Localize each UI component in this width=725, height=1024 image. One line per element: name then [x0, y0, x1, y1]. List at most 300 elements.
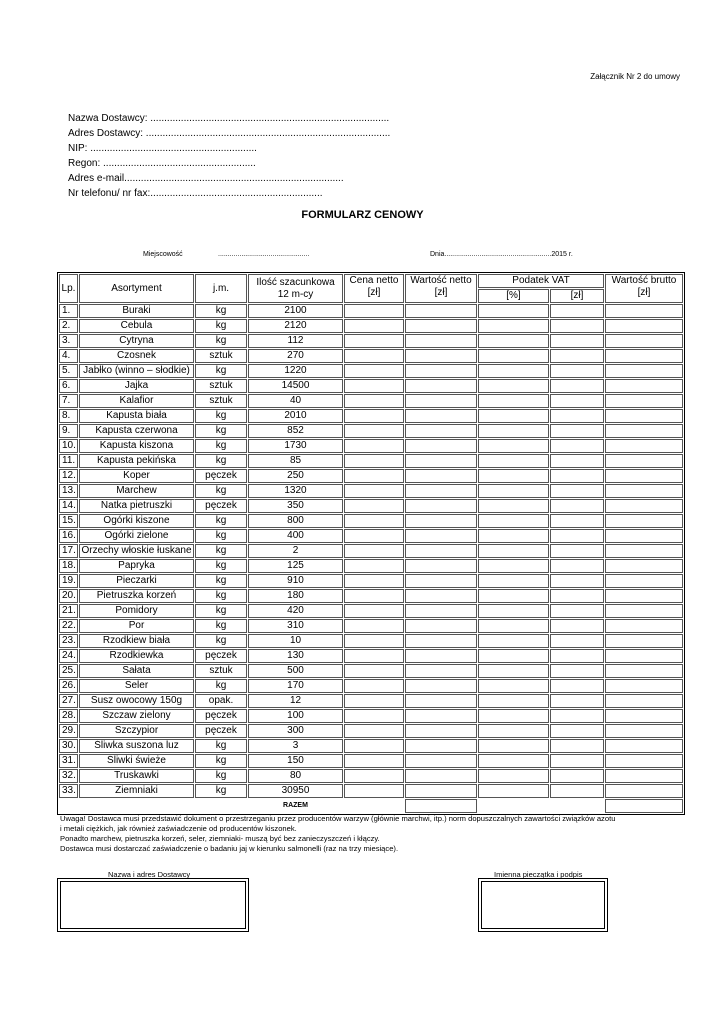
net-value-cell[interactable]: [405, 484, 477, 498]
net-price-cell[interactable]: [344, 364, 404, 378]
gross-value-cell[interactable]: [605, 754, 683, 768]
net-value-cell[interactable]: [405, 619, 477, 633]
gross-value-cell[interactable]: [605, 304, 683, 318]
table-row: [59, 574, 683, 588]
vat-percent-cell[interactable]: [478, 409, 549, 423]
gross-value-cell[interactable]: [605, 664, 683, 678]
vat-percent-cell[interactable]: [478, 544, 549, 558]
gross-value-cell[interactable]: [605, 619, 683, 633]
net-price-cell[interactable]: [344, 469, 404, 483]
row-number: 17.: [59, 544, 78, 558]
gross-value-cell[interactable]: [605, 724, 683, 738]
net-price-cell[interactable]: [344, 484, 404, 498]
vat-percent-cell[interactable]: [478, 574, 549, 588]
quantity: 30950: [248, 784, 343, 798]
unit: kg: [195, 784, 247, 798]
table-row: [59, 349, 683, 363]
table-row: [59, 604, 683, 618]
net-value-cell[interactable]: [405, 334, 477, 348]
item-name: Sałata: [79, 664, 194, 678]
date-field[interactable]: Dnia.......................................................2015 r.: [430, 251, 573, 258]
net-value-cell[interactable]: [405, 709, 477, 723]
vat-percent-cell[interactable]: [478, 319, 549, 333]
vat-percent-cell[interactable]: [478, 529, 549, 543]
net-price-cell[interactable]: [344, 574, 404, 588]
stamp-signature-box[interactable]: [478, 878, 608, 932]
row-number: 20.: [59, 589, 78, 603]
unit: kg: [195, 559, 247, 573]
vat-percent-cell[interactable]: [478, 769, 549, 783]
vat-amount-cell[interactable]: [550, 424, 604, 438]
vat-amount-cell[interactable]: [550, 304, 604, 318]
net-price-cell[interactable]: [344, 754, 404, 768]
net-price-cell[interactable]: [344, 319, 404, 333]
table-row: [59, 559, 683, 573]
net-value-cell[interactable]: [405, 724, 477, 738]
net-value-cell[interactable]: [405, 679, 477, 693]
vat-amount-cell[interactable]: [550, 754, 604, 768]
vat-amount-cell[interactable]: [550, 649, 604, 663]
vat-percent-cell[interactable]: [478, 469, 549, 483]
quantity: 1320: [248, 484, 343, 498]
supplier-fields: [68, 111, 390, 201]
net-price-cell[interactable]: [344, 379, 404, 393]
net-value-cell[interactable]: [405, 664, 477, 678]
quantity: 3: [248, 739, 343, 753]
vat-percent-cell[interactable]: [478, 694, 549, 708]
row-number: 10.: [59, 439, 78, 453]
quantity: 1730: [248, 439, 343, 453]
gross-value-cell[interactable]: [605, 364, 683, 378]
gross-value-cell[interactable]: [605, 514, 683, 528]
vat-amount-cell[interactable]: [550, 604, 604, 618]
table-row: [59, 394, 683, 408]
vat-amount-cell[interactable]: [550, 559, 604, 573]
table-row: [59, 724, 683, 738]
table-row: [59, 499, 683, 513]
table-row: [59, 439, 683, 453]
gross-value-cell[interactable]: [605, 694, 683, 708]
net-value-cell[interactable]: [405, 739, 477, 753]
unit: sztuk: [195, 394, 247, 408]
vat-amount-cell[interactable]: [550, 529, 604, 543]
vat-percent-cell[interactable]: [478, 739, 549, 753]
vat-percent-cell[interactable]: [478, 649, 549, 663]
supplier-email-field[interactable]: Adres e-mail...............................................................................: [68, 173, 344, 184]
item-name: Pieczarki: [79, 574, 194, 588]
net-value-cell[interactable]: [405, 349, 477, 363]
net-price-cell[interactable]: [344, 664, 404, 678]
vat-amount-cell[interactable]: [550, 484, 604, 498]
vat-amount-cell[interactable]: [550, 394, 604, 408]
supplier-signature-label: Nazwa i adres Dostawcy: [108, 870, 191, 879]
net-price-cell[interactable]: [344, 679, 404, 693]
table-row: [59, 634, 683, 648]
vat-percent-cell[interactable]: [478, 439, 549, 453]
net-value-cell[interactable]: [405, 634, 477, 648]
table-row: [59, 484, 683, 498]
gross-value-cell[interactable]: [605, 529, 683, 543]
vat-percent-cell[interactable]: [478, 589, 549, 603]
net-price-cell[interactable]: [344, 439, 404, 453]
net-price-cell[interactable]: [344, 544, 404, 558]
net-value-cell[interactable]: [405, 754, 477, 768]
net-value-cell[interactable]: [405, 604, 477, 618]
unit: sztuk: [195, 349, 247, 363]
gross-value-cell[interactable]: [605, 604, 683, 618]
unit: kg: [195, 319, 247, 333]
quantity: 300: [248, 724, 343, 738]
net-value-cell[interactable]: [405, 304, 477, 318]
gross-value-cell[interactable]: [605, 769, 683, 783]
unit: pęczek: [195, 499, 247, 513]
gross-value-cell[interactable]: [605, 394, 683, 408]
gross-value-cell[interactable]: [605, 349, 683, 363]
vat-percent-cell[interactable]: [478, 454, 549, 468]
vat-amount-cell[interactable]: [550, 694, 604, 708]
quantity: 14500: [248, 379, 343, 393]
unit: sztuk: [195, 664, 247, 678]
vat-amount-cell[interactable]: [550, 589, 604, 603]
unit: kg: [195, 514, 247, 528]
unit: kg: [195, 424, 247, 438]
table-row: [59, 379, 683, 393]
quantity: 40: [248, 394, 343, 408]
net-value-cell[interactable]: [405, 694, 477, 708]
net-value-cell[interactable]: [405, 559, 477, 573]
net-value-cell[interactable]: [405, 364, 477, 378]
unit: kg: [195, 544, 247, 558]
item-name: Susz owocowy 150g: [79, 694, 194, 708]
vat-percent-cell[interactable]: [478, 784, 549, 798]
supplier-address-field[interactable]: Adres Dostawcy: ........................................................................................: [68, 128, 391, 139]
notes: [60, 814, 690, 854]
gross-value-cell[interactable]: [605, 409, 683, 423]
net-price-cell[interactable]: [344, 424, 404, 438]
item-name: Orzechy włoskie łuskane: [79, 544, 194, 558]
net-value-cell[interactable]: [405, 514, 477, 528]
vat-amount-cell[interactable]: [550, 574, 604, 588]
vat-percent-cell[interactable]: [478, 499, 549, 513]
quantity: 800: [248, 514, 343, 528]
table-row: [59, 709, 683, 723]
vat-percent-cell[interactable]: [478, 634, 549, 648]
net-price-cell[interactable]: [344, 739, 404, 753]
supplier-nip-field[interactable]: NIP: ............................................................: [68, 143, 257, 154]
vat-percent-cell[interactable]: [478, 364, 549, 378]
total-net-value-cell[interactable]: [405, 799, 477, 813]
net-price-cell[interactable]: [344, 514, 404, 528]
unit: pęczek: [195, 649, 247, 663]
unit: kg: [195, 304, 247, 318]
net-price-cell[interactable]: [344, 769, 404, 783]
net-price-cell[interactable]: [344, 409, 404, 423]
unit: kg: [195, 484, 247, 498]
vat-percent-cell[interactable]: [478, 604, 549, 618]
quantity: 12: [248, 694, 343, 708]
row-number: 18.: [59, 559, 78, 573]
net-value-cell[interactable]: [405, 319, 477, 333]
vat-amount-cell[interactable]: [550, 454, 604, 468]
vat-percent-cell[interactable]: [478, 754, 549, 768]
gross-value-cell[interactable]: [605, 484, 683, 498]
net-value-cell[interactable]: [405, 439, 477, 453]
vat-percent-cell[interactable]: [478, 619, 549, 633]
row-number: 8.: [59, 409, 78, 423]
unit: kg: [195, 439, 247, 453]
vat-amount-cell[interactable]: [550, 664, 604, 678]
table-row: [59, 424, 683, 438]
quantity: 125: [248, 559, 343, 573]
gross-value-cell[interactable]: [605, 439, 683, 453]
row-number: 23.: [59, 634, 78, 648]
net-value-cell[interactable]: [405, 379, 477, 393]
vat-amount-cell[interactable]: [550, 544, 604, 558]
place-field[interactable]: ...............................................: [218, 251, 310, 258]
vat-amount-cell[interactable]: [550, 334, 604, 348]
vat-amount-cell[interactable]: [550, 724, 604, 738]
header-vat: Podatek VAT: [478, 274, 604, 288]
gross-value-cell[interactable]: [605, 544, 683, 558]
net-price-cell[interactable]: [344, 634, 404, 648]
net-value-cell[interactable]: [405, 769, 477, 783]
row-number: 12.: [59, 469, 78, 483]
vat-percent-cell[interactable]: [478, 424, 549, 438]
annex-label: Załącznik Nr 2 do umowy: [590, 72, 680, 81]
quantity: 910: [248, 574, 343, 588]
vat-amount-cell[interactable]: [550, 379, 604, 393]
vat-percent-cell[interactable]: [478, 394, 549, 408]
total-row: [59, 799, 683, 813]
place-label: Miejscowość: [143, 251, 183, 258]
row-number: 6.: [59, 379, 78, 393]
unit: kg: [195, 619, 247, 633]
gross-value-cell[interactable]: [605, 559, 683, 573]
unit: kg: [195, 589, 247, 603]
gross-value-cell[interactable]: [605, 469, 683, 483]
net-value-cell[interactable]: [405, 544, 477, 558]
quantity: 180: [248, 589, 343, 603]
item-name: Natka pietruszki: [79, 499, 194, 513]
gross-value-cell[interactable]: [605, 319, 683, 333]
table-row: [59, 754, 683, 768]
net-value-cell[interactable]: [405, 499, 477, 513]
vat-amount-cell[interactable]: [550, 784, 604, 798]
unit: kg: [195, 529, 247, 543]
item-name: Kapusta pekińska: [79, 454, 194, 468]
net-value-cell[interactable]: [405, 529, 477, 543]
net-price-cell[interactable]: [344, 784, 404, 798]
item-name: Buraki: [79, 304, 194, 318]
table-row: [59, 319, 683, 333]
vat-amount-cell[interactable]: [550, 739, 604, 753]
net-price-cell[interactable]: [344, 589, 404, 603]
vat-amount-cell[interactable]: [550, 769, 604, 783]
item-name: Ogórki zielone: [79, 529, 194, 543]
item-name: Jajka: [79, 379, 194, 393]
unit: kg: [195, 409, 247, 423]
supplier-regon-field[interactable]: Regon: .......................................................: [68, 158, 256, 169]
vat-amount-cell[interactable]: [550, 349, 604, 363]
vat-amount-cell[interactable]: [550, 619, 604, 633]
vat-amount-cell[interactable]: [550, 469, 604, 483]
item-name: Ziemniaki: [79, 784, 194, 798]
price-table: [57, 272, 685, 815]
net-price-cell[interactable]: [344, 454, 404, 468]
net-price-cell[interactable]: [344, 619, 404, 633]
row-number: 7.: [59, 394, 78, 408]
net-price-cell[interactable]: [344, 709, 404, 723]
row-number: 19.: [59, 574, 78, 588]
net-price-cell[interactable]: [344, 649, 404, 663]
quantity: 170: [248, 679, 343, 693]
table-row: [59, 334, 683, 348]
net-value-cell[interactable]: [405, 454, 477, 468]
item-name: Rzodkiewka: [79, 649, 194, 663]
net-value-cell[interactable]: [405, 784, 477, 798]
item-name: Czosnek: [79, 349, 194, 363]
gross-value-cell[interactable]: [605, 379, 683, 393]
item-name: Papryka: [79, 559, 194, 573]
table-row: [59, 529, 683, 543]
net-value-cell[interactable]: [405, 424, 477, 438]
quantity: 2010: [248, 409, 343, 423]
row-number: 32.: [59, 769, 78, 783]
gross-value-cell[interactable]: [605, 499, 683, 513]
gross-value-cell[interactable]: [605, 709, 683, 723]
quantity: 112: [248, 334, 343, 348]
gross-value-cell[interactable]: [605, 784, 683, 798]
net-price-cell[interactable]: [344, 394, 404, 408]
row-number: 4.: [59, 349, 78, 363]
net-price-cell[interactable]: [344, 349, 404, 363]
item-name: Ogórki kiszone: [79, 514, 194, 528]
vat-amount-cell[interactable]: [550, 634, 604, 648]
unit: pęczek: [195, 469, 247, 483]
net-price-cell[interactable]: [344, 499, 404, 513]
row-number: 21.: [59, 604, 78, 618]
gross-value-cell[interactable]: [605, 739, 683, 753]
header-net-value: Wartość netto [zł]: [405, 274, 477, 303]
gross-value-cell[interactable]: [605, 634, 683, 648]
table-row: [59, 769, 683, 783]
vat-amount-cell[interactable]: [550, 514, 604, 528]
table-row: [59, 694, 683, 708]
gross-value-cell[interactable]: [605, 424, 683, 438]
vat-percent-cell[interactable]: [478, 334, 549, 348]
header-net-price: Cena netto [zł]: [344, 274, 404, 303]
net-value-cell[interactable]: [405, 409, 477, 423]
note-line: i metali ciężkich, jak również zaświadczenie od producentów kiszonek.: [60, 824, 297, 833]
unit: kg: [195, 634, 247, 648]
item-name: Cebula: [79, 319, 194, 333]
vat-percent-cell[interactable]: [478, 304, 549, 318]
vat-percent-cell[interactable]: [478, 484, 549, 498]
item-name: Jabłko (winno – słodkie): [79, 364, 194, 378]
row-number: 1.: [59, 304, 78, 318]
net-price-cell[interactable]: [344, 559, 404, 573]
net-price-cell[interactable]: [344, 694, 404, 708]
row-number: 16.: [59, 529, 78, 543]
net-price-cell[interactable]: [344, 724, 404, 738]
vat-percent-cell[interactable]: [478, 724, 549, 738]
form-title: FORMULARZ CENOWY: [301, 209, 424, 221]
supplier-phone-field[interactable]: Nr telefonu/ nr fax:..............................................................: [68, 188, 323, 199]
note-line: Uwaga! Dostawca musi przedstawić dokument o przestrzeganiu przez producentów warzyw (głównie marchwi, itp.) norm dopuszczalnych zawartości związków azotu: [60, 814, 616, 823]
net-value-cell[interactable]: [405, 469, 477, 483]
gross-value-cell[interactable]: [605, 454, 683, 468]
vat-amount-cell[interactable]: [550, 499, 604, 513]
unit: kg: [195, 454, 247, 468]
supplier-name-box[interactable]: [57, 878, 249, 932]
vat-percent-cell[interactable]: [478, 664, 549, 678]
net-price-cell[interactable]: [344, 334, 404, 348]
gross-value-cell[interactable]: [605, 574, 683, 588]
gross-value-cell[interactable]: [605, 589, 683, 603]
vat-amount-cell[interactable]: [550, 364, 604, 378]
vat-amount-cell[interactable]: [550, 709, 604, 723]
gross-value-cell[interactable]: [605, 649, 683, 663]
gross-value-cell[interactable]: [605, 334, 683, 348]
unit: kg: [195, 574, 247, 588]
vat-amount-cell[interactable]: [550, 319, 604, 333]
quantity: 130: [248, 649, 343, 663]
item-name: Truskawki: [79, 769, 194, 783]
row-number: 22.: [59, 619, 78, 633]
vat-percent-cell[interactable]: [478, 514, 549, 528]
vat-amount-cell[interactable]: [550, 439, 604, 453]
table-row: [59, 619, 683, 633]
net-value-cell[interactable]: [405, 589, 477, 603]
row-number: 13.: [59, 484, 78, 498]
item-name: Koper: [79, 469, 194, 483]
unit: kg: [195, 604, 247, 618]
stamp-signature-label: Imienna pieczątka i podpis: [494, 870, 583, 879]
quantity: 150: [248, 754, 343, 768]
net-price-cell[interactable]: [344, 304, 404, 318]
net-price-cell[interactable]: [344, 604, 404, 618]
vat-percent-cell[interactable]: [478, 709, 549, 723]
vat-amount-cell[interactable]: [550, 409, 604, 423]
vat-percent-cell[interactable]: [478, 559, 549, 573]
net-price-cell[interactable]: [344, 529, 404, 543]
quantity: 420: [248, 604, 343, 618]
row-number: 5.: [59, 364, 78, 378]
row-number: 31.: [59, 754, 78, 768]
quantity: 2120: [248, 319, 343, 333]
gross-value-cell[interactable]: [605, 679, 683, 693]
row-number: 24.: [59, 649, 78, 663]
net-value-cell[interactable]: [405, 394, 477, 408]
net-value-cell[interactable]: [405, 574, 477, 588]
quantity: 270: [248, 349, 343, 363]
item-name: Kalafior: [79, 394, 194, 408]
item-name: Kapusta czerwona: [79, 424, 194, 438]
table-row: [59, 364, 683, 378]
row-number: 9.: [59, 424, 78, 438]
vat-amount-cell[interactable]: [550, 679, 604, 693]
vat-percent-cell[interactable]: [478, 349, 549, 363]
total-gross-value-cell[interactable]: [605, 799, 683, 813]
vat-percent-cell[interactable]: [478, 379, 549, 393]
table-row: [59, 784, 683, 798]
table-row: [59, 679, 683, 693]
note-line: Ponadto marchew, pietruszka korzeń, seler, ziemniaki- muszą być bez zanieczyszczeń i kłączy.: [60, 834, 380, 843]
net-value-cell[interactable]: [405, 649, 477, 663]
supplier-name-field[interactable]: Nazwa Dostawcy: ......................................................................................: [68, 113, 390, 124]
quantity: 10: [248, 634, 343, 648]
vat-percent-cell[interactable]: [478, 679, 549, 693]
